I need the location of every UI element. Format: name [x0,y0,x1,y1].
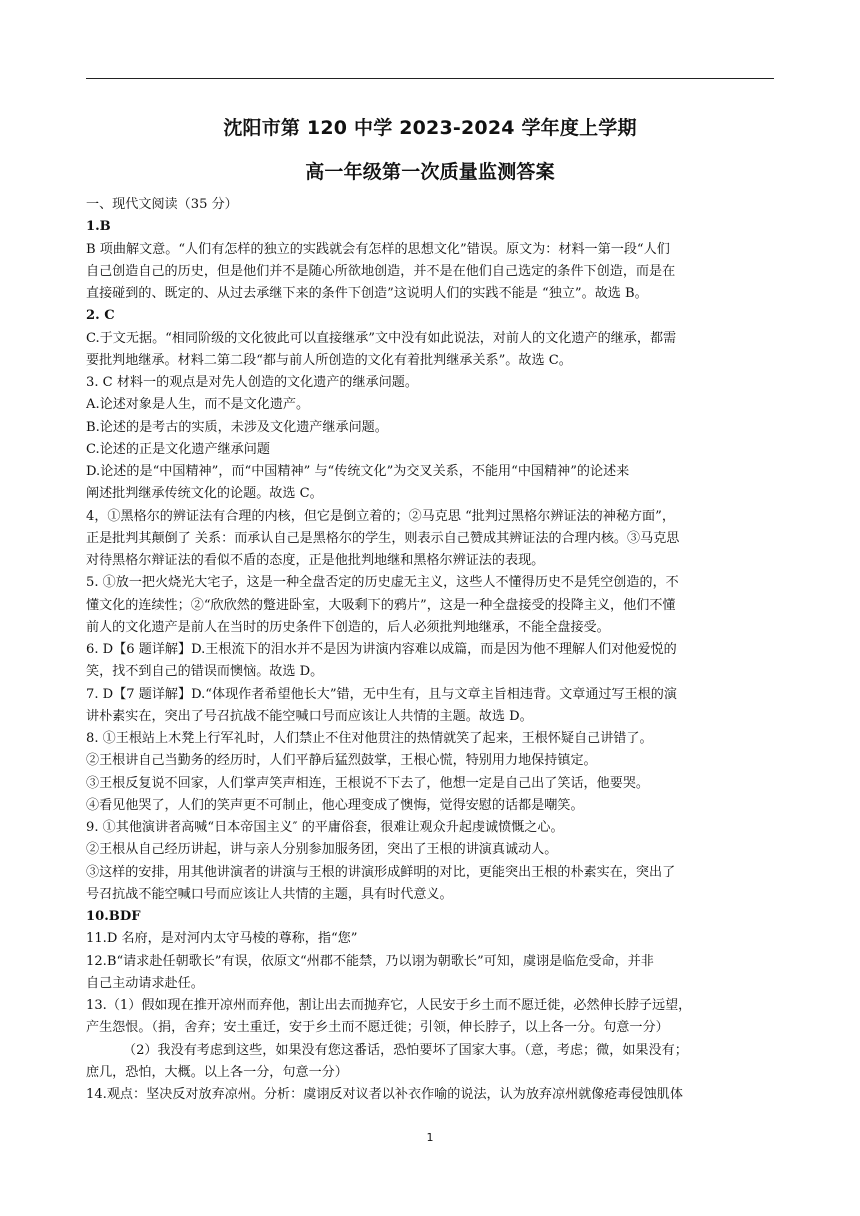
text-line: 产生怨恨。（捐，舍弃；安土重迁，安于乡土而不愿迁徙；引领，伸长脖子，以上各一分。句意一分） [86,1020,669,1036]
text-line: 7. D【7 题详解】D.“体现作者希望他长大”错，无中生有，且与文章主旨相违背。文章通过写王根的演 [86,686,677,702]
text-line: C.于文无据。“相同阶级的文化彼此可以直接继承”文中没有如此说法，对前人的文化遗产的继承，都需 [86,330,677,346]
page-number: 1 [426,1131,434,1144]
text-line: 笑，找不到自己的错误而懊恼。故选 D。 [86,664,324,680]
text-line: 正是批判其颠倒了 关系：而承认自己是黑格尔的学生，则表示自己赞成其辨证法的合理内核。③马克思 [86,530,680,546]
document-title: 沈阳市第 120 中学 2023-2024 学年度上学期 [223,117,637,139]
document-subtitle: 高一年级第一次质量监测答案 [305,161,555,183]
text-line: 对待黑格尔辩证法的看似不盾的态度，正是他批判地继和黑格尔辨证法的表现。 [86,553,545,568]
text-line: 讲朴素实在，突出了号召抗战不能空喊口号而应该让人共情的主题。故选 D。 [86,708,533,724]
text-line: B 项曲解文意。“人们有怎样的独立的实践就会有怎样的思想文化”错误。原文为：材料一第一段“人们 [86,241,670,257]
text-line: ②王根讲自己当勤务的经历时，人们平静后猛烈鼓掌，王根心慌，特别用力地保持镇定。 [86,753,597,769]
text-line: 3. C 材料一的观点是对先人创造的文化遗产的继承问题。 [86,375,418,390]
text-line: 要批判地继承。材料二第二段“都与前人所创造的文化有着批判继承关系”。故选 C。 [86,352,572,368]
text-line: 11.D 名府，是对河内太守马棱的尊称，指“您” [86,931,358,947]
text-line: 13.（1）假如现在推开凉州而弃他，割让出去而抛弃它，人民安于乡土而不愿迁徙，必然伸长脖子远望， [86,998,692,1013]
text-line: A.论述对象是人生，而不是文化遗产。 [86,397,310,413]
text-line: ③王根反复说不回家，人们掌声笑声相连，王根说不下去了，他想一定是自己出了笑话，他要哭。 [86,775,650,791]
text-line: ②王根从自己经历讲起，讲与亲人分别参加服务团，突出了王根的讲演真诚动人。 [86,842,558,858]
text-line: 庶几，恐怕，大概。以上各一分，句意一分） [86,1064,348,1080]
text-line: 前人的文化遗产是前人在当时的历史条件下创造的，后人必须批判地继承，不能全盘接受。 [86,619,610,635]
text-line: 10.BDF [86,909,141,924]
answer-body [86,194,776,1106]
text-line: 5. ①放一把火烧光大宅子，这是一种全盘否定的历史虚无主义，这些人不懂得历史不是凭空创造的，不 [86,575,679,591]
text-line: 号召抗战不能空喊口号而应该让人共情的主题，具有时代意义。 [86,886,453,902]
text-line: B.论述的是考古的实质，未涉及文化遗产继承问题。 [86,419,388,435]
text-line: 阐述批判继承传统文化的论题。故选 C。 [86,486,323,502]
text-line: 6. D【6 题详解】D.王根流下的泪水并不是因为讲演内容难以成篇，而是因为他不理解人们对他爱悦的 [86,642,677,657]
text-line: C.论述的正是文化遗产继承问题 [86,441,270,457]
text-line: 一、现代文阅读（35 分） [86,197,238,212]
text-line: 4，①黑格尔的辨证法有合理的内核，但它是倒立着的；②马克思 “批判过黑格尔辨证法的神秘方面”， [86,508,675,524]
text-line: 直接碰到的、既定的、从过去承继下来的条件下创造”这说明人们的实践不能是 “独立”。故选 B。 [86,286,648,301]
text-line: D.论述的是“中国精神”，而“中国精神” 与“传统文化”为交叉关系，不能用“中国精神”的论述来 [86,464,630,479]
text-line: 自己创造自己的历史，但是他们并不是随心所欲地创造，并不是在他们自己选定的条件下创造，而是在 [86,263,676,279]
text-line: 12.B“请求赴任朝歌长”有误，依原文“州郡不能禁，乃以诩为朝歌长”可知，虞诩是临危受命，并非 [86,953,654,969]
text-line: 9. ①其他演讲者高喊“日本帝国主义″ 的平庸俗套，很难让观众升起虔诚愤慨之心。 [86,820,564,835]
text-line: 懂文化的连续性；②“欣欣然的蹩进卧室，大吸剩下的鸦片”，这是一种全盘接受的投降主义，他们不懂 [86,597,676,613]
text-line: ④看见他哭了，人们的笑声更不可制止，他心理变成了懊悔，觉得安慰的话都是嘲笑。 [86,797,584,813]
text-line: 1.B [86,219,111,235]
header-rule [86,78,774,79]
text-line: 自己主动请求赴任。 [86,975,204,991]
text-line: （2）我没有考虑到这些，如果没有您这番话，恐怕要坏了国家大事。（意，考虑；微，如果没有； [123,1042,688,1058]
text-line: 14.观点：坚决反对放弃凉州。分析：虞诩反对议者以补衣作喻的说法，认为放弃凉州就像疮毒侵蚀肌体 [86,1087,683,1102]
text-line: 8. ①王根站上木凳上行军礼时，人们禁止不住对他贯注的热情就笑了起来，王根怀疑自己讲错了。 [86,731,653,746]
text-line: 2. C [86,308,115,324]
text-line: ③这样的安排，用其他讲演者的讲演与王根的讲演形成鲜明的对比，更能突出王根的朴素实在，突出了 [86,864,676,880]
